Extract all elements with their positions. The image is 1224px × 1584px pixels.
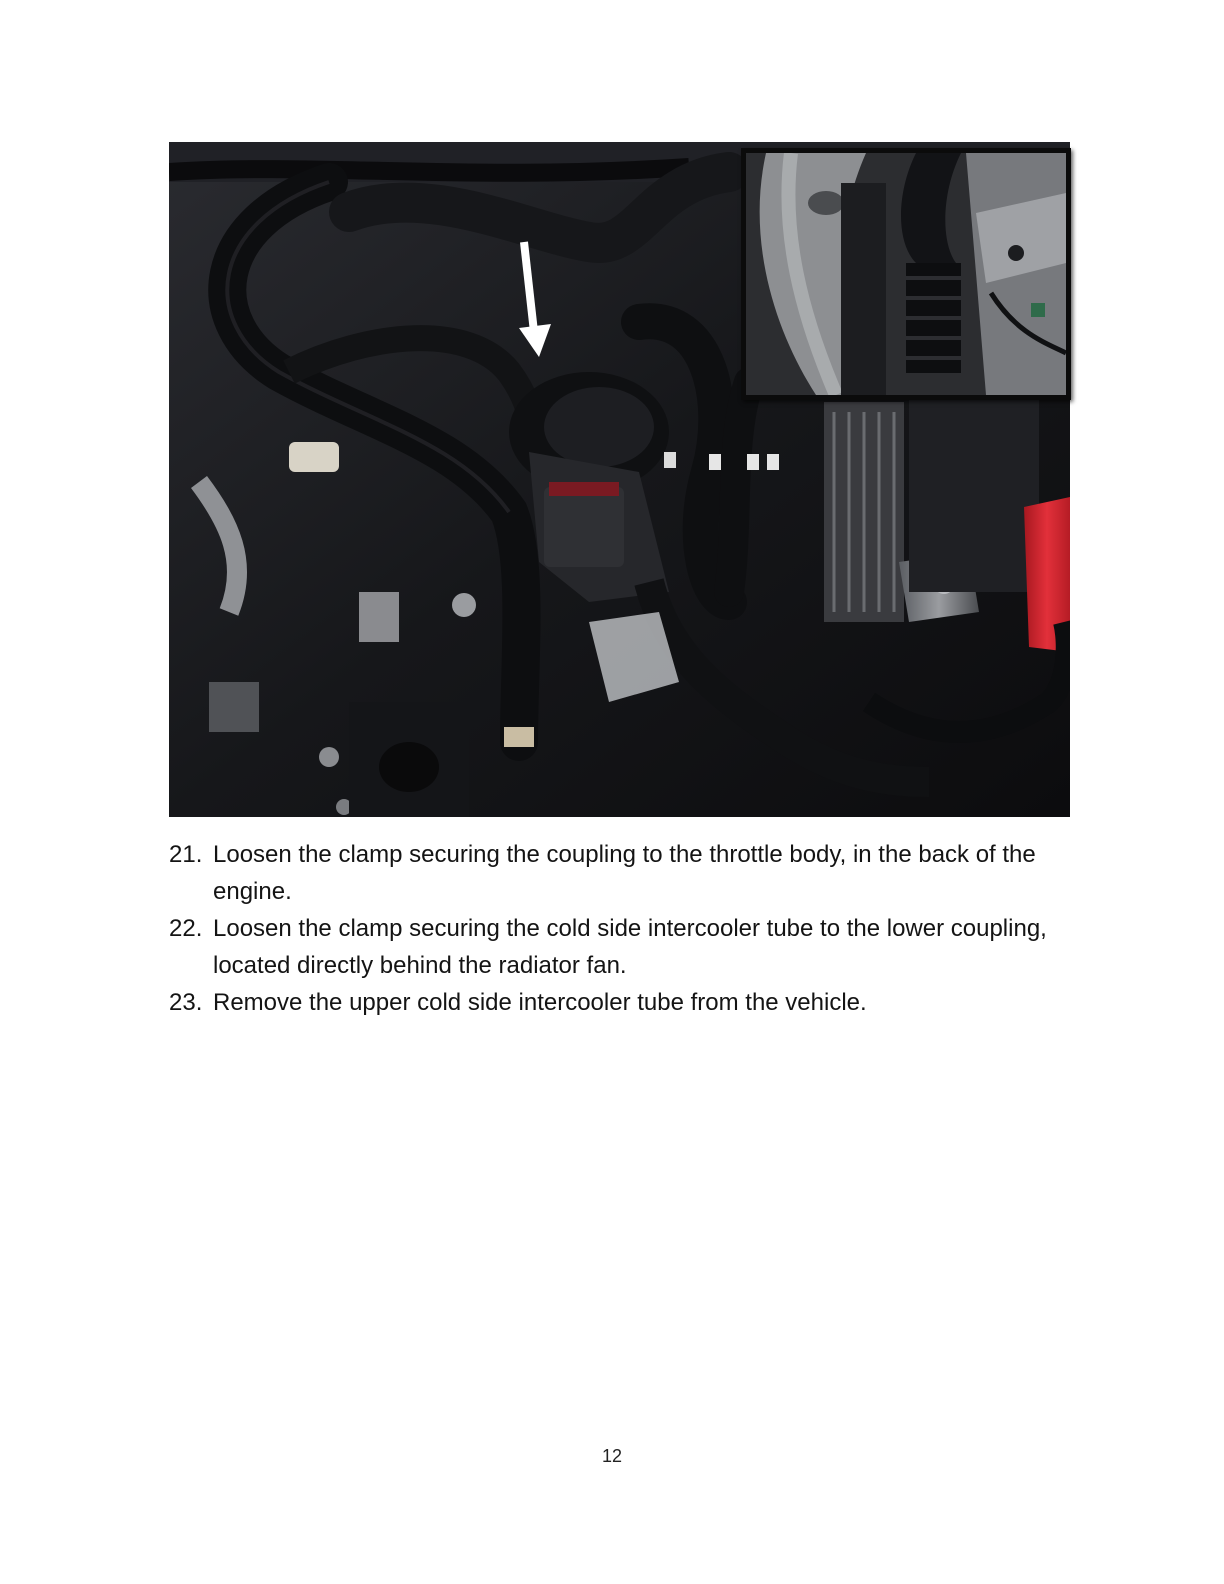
step-number: 21. xyxy=(169,841,203,868)
step-number: 23. xyxy=(169,989,203,1016)
step-number: 22. xyxy=(169,915,203,942)
inset-closeup-illustration xyxy=(746,153,1066,395)
instruction-step xyxy=(169,984,1070,1021)
instruction-step xyxy=(169,836,1070,910)
step-text: Loosen the clamp securing the coupling to the throttle body, in the back of the engine. xyxy=(213,841,1036,905)
instruction-steps xyxy=(169,836,1070,1021)
step-text: Loosen the clamp securing the cold side intercooler tube to the lower coupling, located directly behind the radiator fan. xyxy=(213,915,1047,979)
instruction-step xyxy=(169,910,1070,984)
step-text: Remove the upper cold side intercooler tube from the vehicle. xyxy=(213,989,867,1016)
inset-closeup-photo xyxy=(741,148,1071,400)
page-number: 12 xyxy=(601,1446,623,1466)
